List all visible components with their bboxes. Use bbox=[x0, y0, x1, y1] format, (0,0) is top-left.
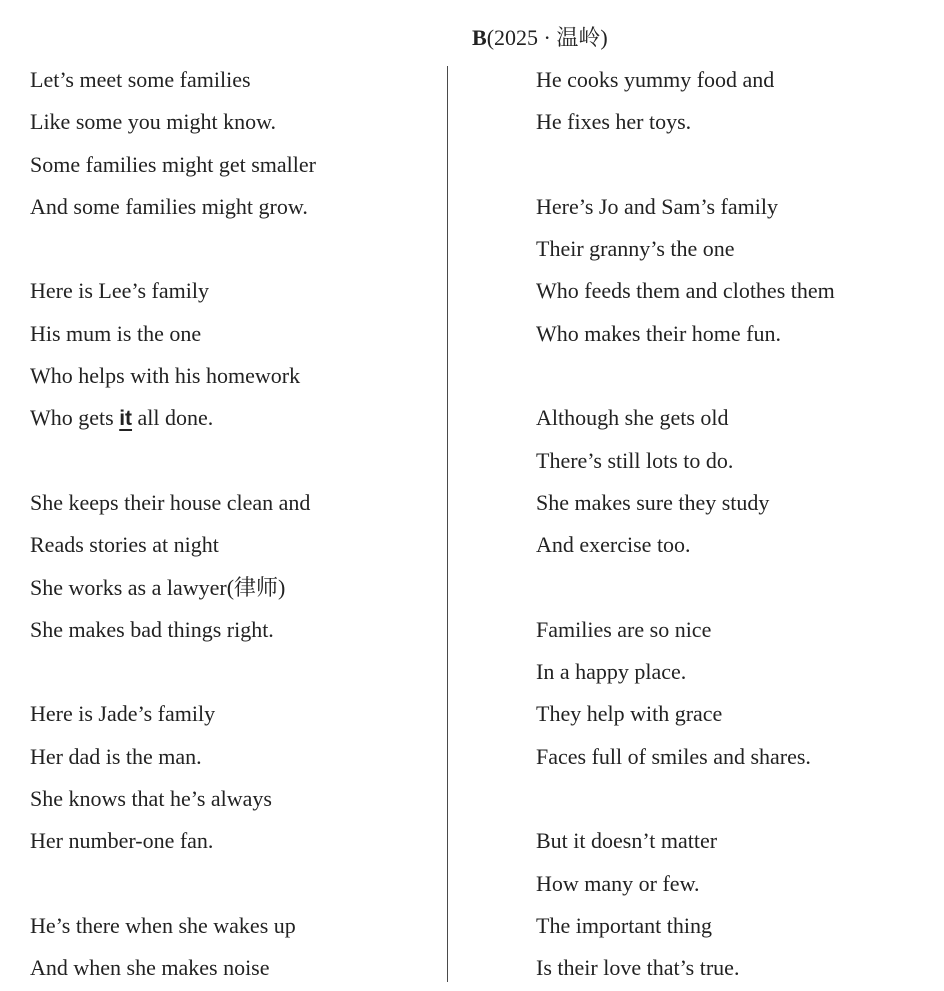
poem-line: In a happy place. bbox=[536, 659, 687, 685]
poem-line: She works as a lawyer(律师) bbox=[30, 574, 286, 600]
passage-title bbox=[472, 22, 608, 54]
poem-line: They help with grace bbox=[536, 701, 723, 727]
poem-line bbox=[30, 397, 316, 439]
passage-source: (2025 · 温岭) bbox=[486, 25, 608, 50]
poem-line: She makes bad things right. bbox=[30, 616, 274, 642]
line-text: Who gets bbox=[30, 405, 120, 431]
poem-line: The important thing bbox=[536, 912, 712, 938]
poem-line: There’s still lots to do. bbox=[536, 447, 734, 473]
poem-line: Some families might get smaller bbox=[30, 151, 316, 177]
stanza-break bbox=[30, 440, 316, 482]
stanza-break bbox=[30, 863, 316, 905]
poem-right-column bbox=[536, 59, 835, 990]
poem-line: Who helps with his homework bbox=[30, 363, 301, 389]
passage-letter: B bbox=[472, 25, 487, 50]
poem-line: Who makes their home fun. bbox=[536, 320, 781, 346]
stanza-break bbox=[30, 651, 316, 693]
poem-line: Families are so nice bbox=[536, 616, 712, 642]
line-text: all done. bbox=[132, 405, 214, 431]
stanza-break bbox=[536, 778, 835, 820]
poem-line: Reads stories at night bbox=[30, 532, 219, 558]
poem-line: She keeps their house clean and bbox=[30, 489, 311, 515]
column-divider bbox=[447, 66, 448, 982]
stanza-break bbox=[536, 144, 835, 186]
poem-line: Although she gets old bbox=[536, 405, 729, 431]
poem-left-column bbox=[30, 59, 316, 990]
poem-line: Like some you might know. bbox=[30, 109, 277, 135]
stanza-break bbox=[536, 355, 835, 397]
poem-line: Her dad is the man. bbox=[30, 743, 202, 769]
poem-line: And exercise too. bbox=[536, 532, 691, 558]
poem-line: He’s there when she wakes up bbox=[30, 912, 296, 938]
poem-line: He fixes her toys. bbox=[536, 109, 692, 135]
poem-line: Here is Jade’s family bbox=[30, 701, 216, 727]
poem-line: Faces full of smiles and shares. bbox=[536, 743, 811, 769]
poem-line: But it doesn’t matter bbox=[536, 828, 718, 854]
poem-line: Let’s meet some families bbox=[30, 67, 251, 92]
poem-line: Her number-one fan. bbox=[30, 828, 214, 854]
poem-line: He cooks yummy food and bbox=[536, 67, 775, 92]
poem-line: His mum is the one bbox=[30, 320, 202, 346]
poem-line: Who feeds them and clothes them bbox=[536, 278, 835, 304]
poem-line: How many or few. bbox=[536, 870, 700, 896]
poem-line: And some families might grow. bbox=[30, 193, 308, 219]
underlined-word: it bbox=[119, 407, 133, 431]
stanza-break bbox=[30, 228, 316, 270]
poem-line: Their granny’s the one bbox=[536, 236, 735, 262]
stanza-break bbox=[536, 567, 835, 609]
poem-line: She makes sure they study bbox=[536, 489, 770, 515]
poem-line: Here’s Jo and Sam’s family bbox=[536, 193, 778, 219]
poem-line: She knows that he’s always bbox=[30, 786, 272, 812]
poem-line: Here is Lee’s family bbox=[30, 278, 209, 304]
poem-line: And when she makes noise bbox=[30, 955, 270, 981]
poem-line: Is their love that’s true. bbox=[536, 955, 740, 981]
